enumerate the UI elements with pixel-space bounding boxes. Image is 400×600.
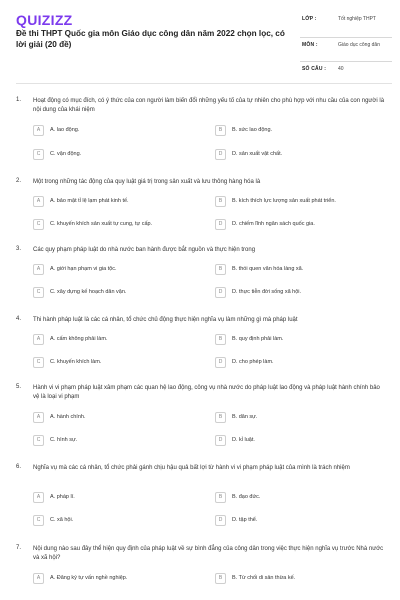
option-letter-box: C [33, 515, 44, 526]
question-text: Hành vi vi phạm pháp luật xâm phạm các quan hệ lao động, công vụ nhà nước do pháp luật lao động và pháp luật hành chính bảo vệ là loại vi phạm [33, 385, 380, 400]
question-number: 1. [16, 97, 22, 103]
option-letter-box: B [215, 196, 226, 207]
option-text: B. đạo đức. [232, 494, 261, 500]
option-text: B. Từ chối di sản thừa kế. [232, 575, 296, 581]
option-letter-box: B [215, 264, 226, 275]
header-divider [16, 83, 392, 84]
option-text: D. cho phép làm. [232, 359, 274, 365]
option-text: C. xã hội. [50, 517, 74, 523]
document-header [0, 0, 400, 82]
option-letter-box: D [215, 357, 226, 368]
option-text: A. bảo mật tỉ lệ lạm phát kinh tế. [50, 198, 129, 204]
meta-row-class [300, 12, 392, 38]
option-letter-box: C [33, 287, 44, 298]
option-text: D. kỉ luật. [232, 437, 255, 443]
meta-value: Tốt nghiệp THPT [338, 16, 376, 22]
meta-row-count [300, 62, 392, 80]
option-letter-box: B [215, 492, 226, 503]
option-text: C. khuyến khích làm. [50, 359, 102, 365]
question-text: Một trong những tác động của quy luật giá trị trong sản xuất và lưu thông hàng hóa là [33, 179, 261, 185]
option-letter-box: B [215, 334, 226, 345]
option-letter-box: A [33, 412, 44, 423]
option-text: C. hình sự. [50, 437, 78, 443]
option-text: C. khuyến khích sản xuất tự cung, tự cấp. [50, 221, 153, 227]
meta-label: LỚP : [302, 16, 317, 22]
question-number: 6. [16, 464, 22, 470]
option-text: C. xây dựng kế hoạch dân vận. [50, 289, 127, 295]
option-letter-box: B [215, 125, 226, 136]
option-letter-box: C [33, 149, 44, 160]
option-text: B. quy định phải làm. [232, 336, 284, 342]
meta-value: Giáo dục công dân [338, 42, 380, 48]
page-title: Đề thi THPT Quốc gia môn Giáo dục công dân năm 2022 chọn lọc, có lời giải (20 đề) [16, 29, 285, 49]
option-text: D. thực tiễn đời sống xã hội. [232, 289, 302, 295]
option-text: B. sức lao động. [232, 127, 273, 133]
question-text: Các quy phạm pháp luật do nhà nước ban hành được bắt nguồn và thực hiện trong [33, 247, 256, 253]
option-letter-box: C [33, 357, 44, 368]
option-letter-box: B [215, 573, 226, 584]
option-letter-box: C [33, 219, 44, 230]
option-letter-box: A [33, 264, 44, 275]
question-text: Nghĩa vụ mà các cá nhân, tổ chức phải gánh chịu hậu quả bất lợi từ hành vi vi phạm pháp luật của mình là trách nhiệm [33, 465, 350, 471]
question-number: 2. [16, 178, 22, 184]
option-letter-box: B [215, 412, 226, 423]
option-letter-box: A [33, 125, 44, 136]
option-letter-box: A [33, 196, 44, 207]
meta-row-subject [300, 38, 392, 62]
option-text: A. pháp lí. [50, 494, 75, 500]
option-text: C. vận động. [50, 151, 82, 157]
option-letter-box: A [33, 334, 44, 345]
option-text: A. cấm không phải làm. [50, 336, 108, 342]
question-number: 4. [16, 316, 22, 322]
option-letter-box: D [215, 435, 226, 446]
option-letter-box: C [33, 435, 44, 446]
question-number: 7. [16, 545, 22, 551]
quizizz-logo: QUIZIZZ [16, 12, 73, 28]
question-text: Thi hành pháp luật là các cá nhân, tổ chức chủ động thực hiện nghĩa vụ làm những gì mà pháp luật [33, 317, 298, 323]
option-text: B. thói quen văn hóa làng xã. [232, 266, 304, 272]
option-letter-box: D [215, 219, 226, 230]
option-text: D. tập thể. [232, 517, 258, 523]
option-letter-box: D [215, 287, 226, 298]
option-text: D. sản xuất vật chất. [232, 151, 283, 157]
question-text: Hoạt động có mục đích, có ý thức của con người làm biến đổi những yếu tố của tự nhiên cho phù hợp với nhu cầu của con người là nội dung của khái niệm [33, 98, 385, 113]
meta-label: SỐ CÂU : [302, 66, 327, 72]
question-number: 5. [16, 384, 22, 390]
option-text: A. giới hạn phạm vi gia tộc. [50, 266, 117, 272]
option-text: A. lao động. [50, 127, 80, 133]
meta-label: MÔN : [302, 42, 318, 48]
option-letter-box: A [33, 492, 44, 503]
meta-value: 40 [338, 66, 344, 72]
option-letter-box: D [215, 515, 226, 526]
option-text: A. hành chính. [50, 414, 86, 420]
question-number: 3. [16, 246, 22, 252]
option-letter-box: D [215, 149, 226, 160]
option-text: B. dân sự. [232, 414, 258, 420]
option-text: D. chiếm lĩnh ngân sách quốc gia. [232, 221, 315, 227]
option-text: B. kích thích lực lượng sản xuất phát triển. [232, 198, 336, 204]
question-text: Nội dung nào sau đây thể hiện quy định của pháp luật về sự bình đẳng của công dân trong việc thực hiện nghĩa vụ trước Nhà nước và xã hội? [33, 546, 384, 561]
option-letter-box: A [33, 573, 44, 584]
option-text: A. Đăng ký tự vấn nghề nghiệp. [50, 575, 128, 581]
